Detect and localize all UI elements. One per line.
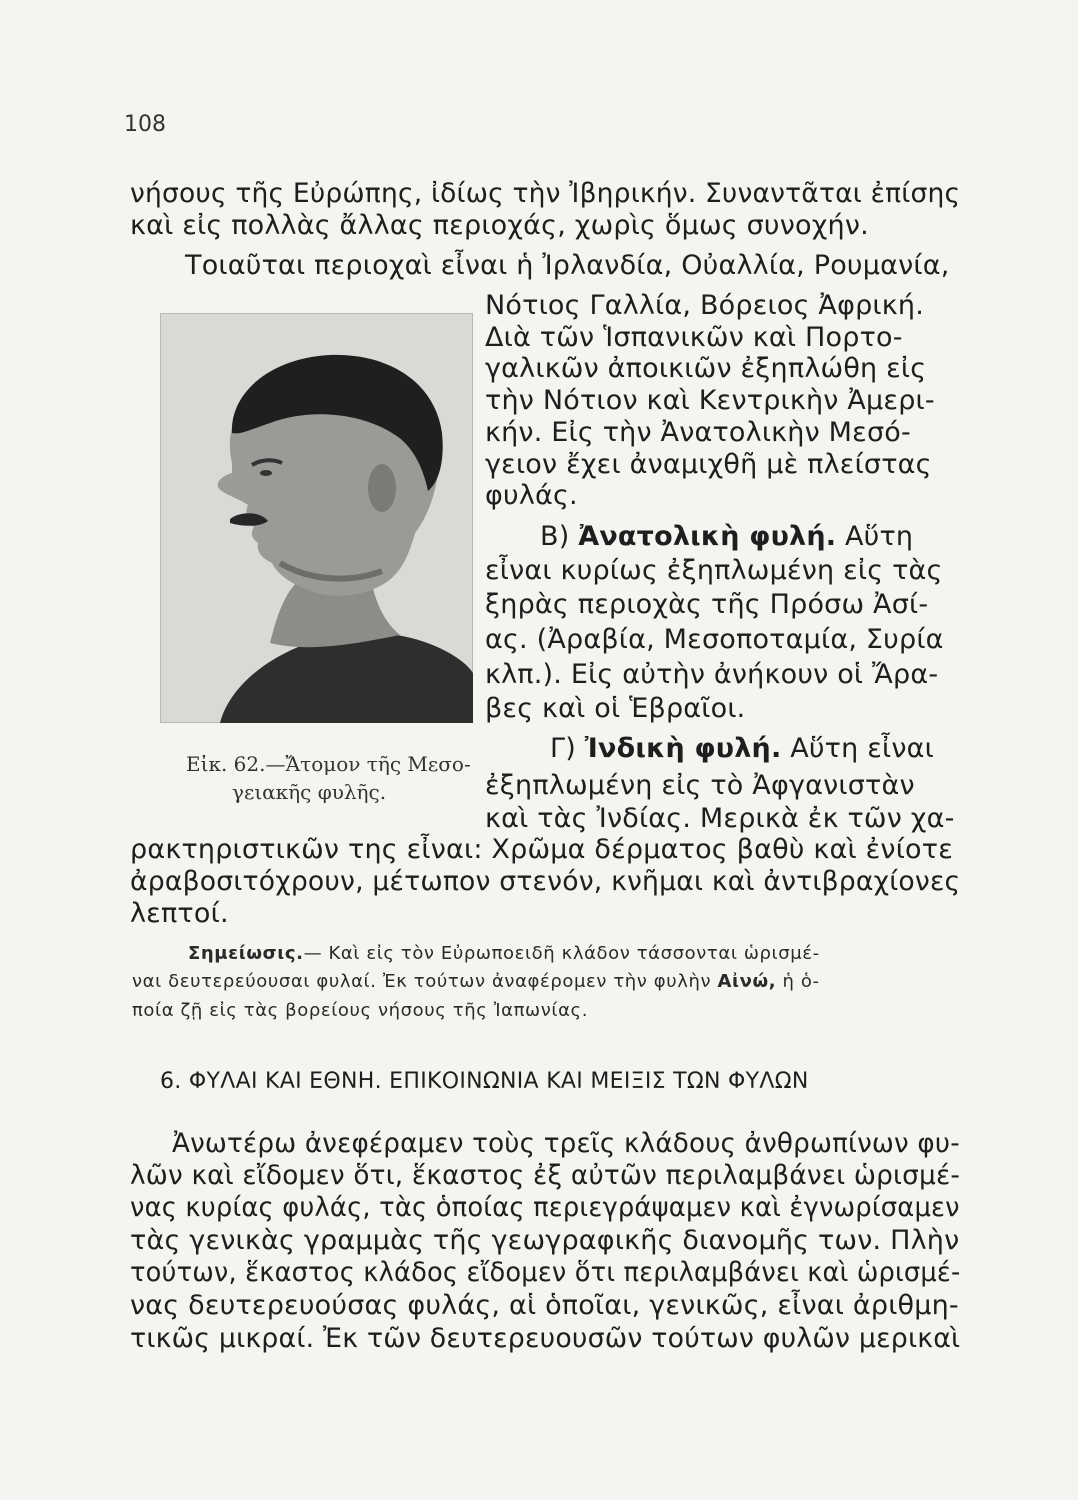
text-line: ἐξηπλωμένη εἰς τὸ Ἀφγανιστὰν: [485, 770, 915, 801]
text-line: τὰς γενικὰς γραμμὰς τῆς γεωγραφικῆς διανομῆς των. Πλὴν: [130, 1225, 960, 1256]
text-line: τὴν Νότιον καὶ Κεντρικὴν Ἀμερι-: [485, 385, 935, 416]
indian-race-heading: Ἰνδικὴ φυλή.: [584, 733, 782, 764]
text-line: ξηρὰς περιοχὰς τῆς Πρόσω Ἀσί-: [485, 589, 929, 620]
text-line: τικῶς μικραί. Ἐκ τῶν δευτερευουσῶν τούτων φυλῶν μερικαὶ: [130, 1323, 961, 1354]
note-line3: ποία ζῇ εἰς τὰς βορείους νήσους τῆς Ἰαπωνίας.: [132, 1000, 589, 1021]
text-line: Ἀνωτέρω ἀνεφέραμεν τοὺς τρεῖς κλάδους ἀνθρωπίνων φυ-: [172, 1128, 960, 1159]
note-line2: ναι δευτερεύουσαι φυλαί. Ἐκ τούτων ἀναφέρομεν τὴν φυλὴν Αἰνώ, ἡ ὁ-: [132, 971, 820, 992]
text-line: εἶναι κυρίως ἐξηπλωμένη εἰς τὰς: [485, 555, 943, 586]
text-line: φυλάς.: [485, 480, 578, 511]
text-line: κήν. Εἰς τὴν Ἀνατολικὴν Μεσό-: [485, 417, 911, 448]
eastern-race-heading-line: Β) Ἀνατολικὴ φυλή. Αὕτη: [540, 521, 914, 552]
text-line: ας. (Ἀραβία, Μεσοποταμία, Συρία: [485, 624, 944, 655]
indian-race-heading-line: Γ) Ἰνδικὴ φυλή. Αὕτη εἶναι: [550, 733, 934, 764]
note-bold-term: Αἰνώ,: [717, 971, 777, 992]
note-line1: Σημείωσις.— Καὶ εἰς τὸν Εὐρωποειδῆ κλάδον τάσσονται ὡρισμέ-: [188, 943, 820, 964]
text-line: λῶν καὶ εἴδομεν ὅτι, ἕκαστος ἐξ αὐτῶν περιλαμβάνει ὡρισμέ-: [130, 1160, 961, 1191]
note-label: Σημείωσις.: [188, 943, 304, 964]
text-line: Τοιαῦται περιοχαὶ εἶναι ἡ Ἰρλανδία, Οὐαλλία, Ρουμανία,: [185, 250, 950, 281]
text-line: νας δευτερευούσας φυλάς, αἱ ὁποῖαι, γενικῶς, εἶναι ἀριθμη-: [130, 1290, 959, 1321]
portrait-photo: [160, 313, 473, 723]
text-line: Διὰ τῶν Ἱσπανικῶν καὶ Πορτο-: [485, 322, 903, 353]
text-line: τούτων, ἕκαστος κλάδος εἴδομεν ὅτι περιλαμβάνει καὶ ὡρισμέ-: [130, 1257, 961, 1288]
text-line: καὶ εἰς πολλὰς ἄλλας περιοχάς, χωρὶς ὅμως συνοχήν.: [130, 210, 869, 241]
text-line: καὶ τὰς Ἰνδίας. Μερικὰ ἐκ τῶν χα-: [485, 803, 955, 834]
text-line: γειον ἔχει ἀναμιχθῆ μὲ πλείστας: [485, 449, 932, 480]
section-heading: 6. ΦΥΛΑΙ ΚΑΙ ΕΘΝΗ. ΕΠΙΚΟΙΝΩΝΙΑ ΚΑΙ ΜΕΙΞΙΣ ΤΩΝ ΦΥΛΩΝ: [160, 1069, 809, 1094]
text-line: ρακτηριστικῶν της εἶναι: Χρῶμα δέρματος βαθὺ καὶ ἐνίοτε: [130, 834, 954, 865]
text-line: βες καὶ οἱ Ἑβραῖοι.: [485, 693, 746, 724]
figure-caption-line2: γειακῆς φυλῆς.: [232, 780, 387, 804]
text-line: νας κυρίας φυλάς, τὰς ὁποίας περιεγράψαμεν καὶ ἐγνωρίσαμεν: [130, 1192, 960, 1223]
text-line: κλπ.). Εἰς αὐτὴν ἀνήκουν οἱ Ἄρα-: [485, 659, 939, 690]
text-line: Νότιος Γαλλία, Βόρειος Ἀφρική.: [485, 290, 924, 321]
text-line: νήσους τῆς Εὐρώπης, ἰδίως τὴν Ἰβηρικήν. Συναντᾶται ἐπίσης: [130, 178, 961, 209]
text-line: ἀραβοσιτόχρουν, μέτωπον στενόν, κνῆμαι καὶ ἀντιβραχίονες: [130, 866, 961, 897]
page-number: 108: [124, 112, 166, 137]
profile-portrait-image: [160, 313, 473, 723]
text-line: γαλικῶν ἀποικιῶν ἐξηπλώθη εἰς: [485, 353, 927, 384]
eastern-race-heading: Ἀνατολικὴ φυλή.: [578, 521, 837, 552]
figure-caption-line1: Εἰκ. 62.—Ἄτομον τῆς Μεσο-: [186, 752, 471, 776]
text-line: λεπτοί.: [130, 898, 229, 929]
